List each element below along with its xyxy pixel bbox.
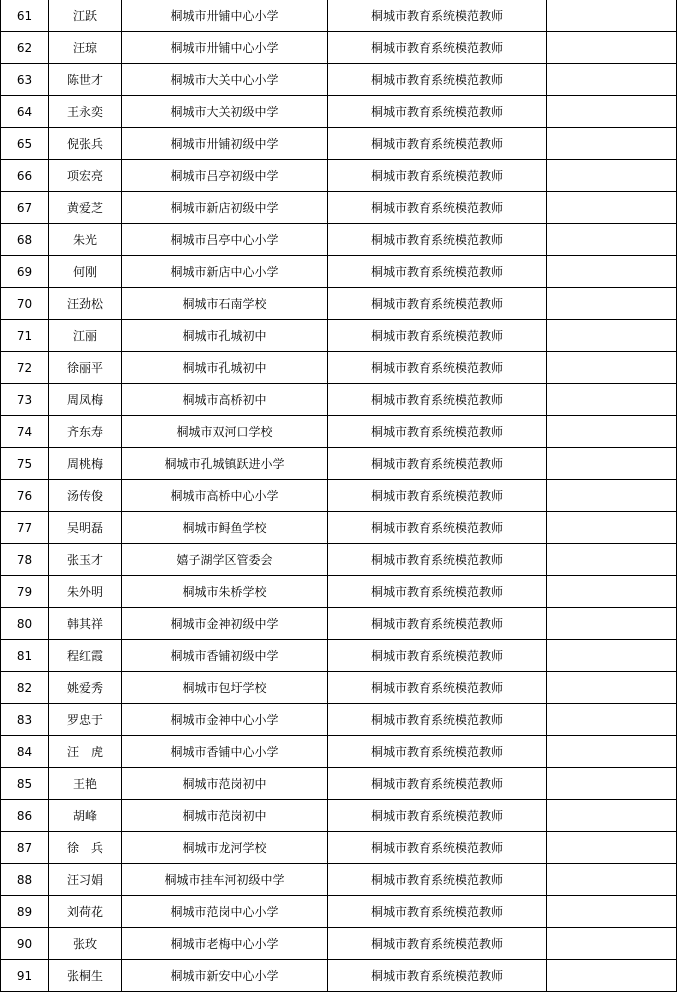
teacher-name-cell: 韩其祥 — [49, 608, 122, 640]
remark-cell — [547, 0, 677, 32]
school-name-cell: 桐城市包圩学校 — [122, 672, 328, 704]
table-row — [1, 288, 677, 320]
row-number-cell: 73 — [1, 384, 49, 416]
teacher-name-cell: 陈世才 — [49, 64, 122, 96]
honor-title-cell: 桐城市教育系统模范教师 — [328, 480, 547, 512]
table-row — [1, 352, 677, 384]
remark-cell — [547, 32, 677, 64]
row-number-cell: 87 — [1, 832, 49, 864]
row-number-cell: 91 — [1, 960, 49, 992]
school-name-cell: 桐城市挂车河初级中学 — [122, 864, 328, 896]
honor-title-cell: 桐城市教育系统模范教师 — [328, 352, 547, 384]
remark-cell — [547, 64, 677, 96]
teacher-name-cell: 胡峰 — [49, 800, 122, 832]
row-number-cell: 81 — [1, 640, 49, 672]
teacher-name-cell: 姚爱秀 — [49, 672, 122, 704]
honor-title-cell: 桐城市教育系统模范教师 — [328, 384, 547, 416]
table-row — [1, 832, 677, 864]
teacher-name-cell: 汪 虎 — [49, 736, 122, 768]
row-number-cell: 72 — [1, 352, 49, 384]
school-name-cell: 桐城市大关初级中学 — [122, 96, 328, 128]
remark-cell — [547, 800, 677, 832]
honor-title-cell: 桐城市教育系统模范教师 — [328, 224, 547, 256]
row-number-cell: 63 — [1, 64, 49, 96]
remark-cell — [547, 160, 677, 192]
school-name-cell: 桐城市孔城初中 — [122, 320, 328, 352]
school-name-cell: 桐城市卅铺中心小学 — [122, 0, 328, 32]
table-row — [1, 928, 677, 960]
row-number-cell: 66 — [1, 160, 49, 192]
row-number-cell: 65 — [1, 128, 49, 160]
honor-title-cell: 桐城市教育系统模范教师 — [328, 928, 547, 960]
remark-cell — [547, 608, 677, 640]
honor-title-cell: 桐城市教育系统模范教师 — [328, 800, 547, 832]
teacher-name-cell: 王永奕 — [49, 96, 122, 128]
honor-title-cell: 桐城市教育系统模范教师 — [328, 864, 547, 896]
row-number-cell: 64 — [1, 96, 49, 128]
honor-title-cell: 桐城市教育系统模范教师 — [328, 640, 547, 672]
school-name-cell: 桐城市卅铺中心小学 — [122, 32, 328, 64]
honor-title-cell: 桐城市教育系统模范教师 — [328, 512, 547, 544]
remark-cell — [547, 416, 677, 448]
row-number-cell: 68 — [1, 224, 49, 256]
table-row — [1, 32, 677, 64]
table-row — [1, 480, 677, 512]
honor-title-cell: 桐城市教育系统模范教师 — [328, 736, 547, 768]
honor-title-cell: 桐城市教育系统模范教师 — [328, 832, 547, 864]
school-name-cell: 桐城市香铺初级中学 — [122, 640, 328, 672]
table-row — [1, 160, 677, 192]
remark-cell — [547, 512, 677, 544]
remark-cell — [547, 192, 677, 224]
table-row — [1, 672, 677, 704]
honor-title-cell: 桐城市教育系统模范教师 — [328, 0, 547, 32]
row-number-cell: 80 — [1, 608, 49, 640]
school-name-cell: 桐城市石南学校 — [122, 288, 328, 320]
remark-cell — [547, 768, 677, 800]
school-name-cell: 桐城市孔城镇跃进小学 — [122, 448, 328, 480]
honor-title-cell: 桐城市教育系统模范教师 — [328, 288, 547, 320]
school-name-cell: 桐城市金神初级中学 — [122, 608, 328, 640]
honor-title-cell: 桐城市教育系统模范教师 — [328, 160, 547, 192]
school-name-cell: 桐城市龙河学校 — [122, 832, 328, 864]
row-number-cell: 85 — [1, 768, 49, 800]
row-number-cell: 82 — [1, 672, 49, 704]
table-row — [1, 640, 677, 672]
honor-title-cell: 桐城市教育系统模范教师 — [328, 896, 547, 928]
row-number-cell: 88 — [1, 864, 49, 896]
table-row — [1, 96, 677, 128]
row-number-cell: 75 — [1, 448, 49, 480]
school-name-cell: 桐城市高桥初中 — [122, 384, 328, 416]
remark-cell — [547, 736, 677, 768]
row-number-cell: 77 — [1, 512, 49, 544]
teacher-name-cell: 徐丽平 — [49, 352, 122, 384]
school-name-cell: 桐城市鲟鱼学校 — [122, 512, 328, 544]
teacher-name-cell: 倪张兵 — [49, 128, 122, 160]
table-row — [1, 960, 677, 992]
row-number-cell: 79 — [1, 576, 49, 608]
teacher-name-cell: 江丽 — [49, 320, 122, 352]
school-name-cell: 桐城市老梅中心小学 — [122, 928, 328, 960]
honor-title-cell: 桐城市教育系统模范教师 — [328, 704, 547, 736]
remark-cell — [547, 448, 677, 480]
honor-title-cell: 桐城市教育系统模范教师 — [328, 96, 547, 128]
teacher-name-cell: 何刚 — [49, 256, 122, 288]
school-name-cell: 桐城市新店初级中学 — [122, 192, 328, 224]
school-name-cell: 桐城市卅铺初级中学 — [122, 128, 328, 160]
table-row — [1, 256, 677, 288]
table-row — [1, 448, 677, 480]
row-number-cell: 70 — [1, 288, 49, 320]
table-row — [1, 64, 677, 96]
table-row — [1, 608, 677, 640]
school-name-cell: 桐城市范岗初中 — [122, 800, 328, 832]
honor-title-cell: 桐城市教育系统模范教师 — [328, 256, 547, 288]
table-row — [1, 800, 677, 832]
table-row — [1, 576, 677, 608]
row-number-cell: 86 — [1, 800, 49, 832]
row-number-cell: 89 — [1, 896, 49, 928]
table-row — [1, 544, 677, 576]
teacher-name-cell: 张玫 — [49, 928, 122, 960]
teacher-name-cell: 王艳 — [49, 768, 122, 800]
honor-title-cell: 桐城市教育系统模范教师 — [328, 192, 547, 224]
remark-cell — [547, 128, 677, 160]
row-number-cell: 83 — [1, 704, 49, 736]
honor-title-cell: 桐城市教育系统模范教师 — [328, 128, 547, 160]
school-name-cell: 嬉子湖学区管委会 — [122, 544, 328, 576]
school-name-cell: 桐城市朱桥学校 — [122, 576, 328, 608]
table-row — [1, 768, 677, 800]
table-row — [1, 128, 677, 160]
honor-title-cell: 桐城市教育系统模范教师 — [328, 448, 547, 480]
table-row — [1, 224, 677, 256]
honor-title-cell: 桐城市教育系统模范教师 — [328, 672, 547, 704]
honor-title-cell: 桐城市教育系统模范教师 — [328, 32, 547, 64]
row-number-cell: 62 — [1, 32, 49, 64]
remark-cell — [547, 352, 677, 384]
teacher-name-cell: 吴明磊 — [49, 512, 122, 544]
table-row — [1, 896, 677, 928]
school-name-cell: 桐城市高桥中心小学 — [122, 480, 328, 512]
row-number-cell: 71 — [1, 320, 49, 352]
school-name-cell: 桐城市双河口学校 — [122, 416, 328, 448]
teacher-name-cell: 徐 兵 — [49, 832, 122, 864]
school-name-cell: 桐城市香铺中心小学 — [122, 736, 328, 768]
school-name-cell: 桐城市范岗初中 — [122, 768, 328, 800]
teacher-name-cell: 江跃 — [49, 0, 122, 32]
remark-cell — [547, 544, 677, 576]
honor-title-cell: 桐城市教育系统模范教师 — [328, 960, 547, 992]
table-row — [1, 320, 677, 352]
row-number-cell: 74 — [1, 416, 49, 448]
row-number-cell: 78 — [1, 544, 49, 576]
remark-cell — [547, 896, 677, 928]
teacher-name-cell: 周桃梅 — [49, 448, 122, 480]
table-row — [1, 416, 677, 448]
teacher-name-cell: 张玉才 — [49, 544, 122, 576]
remark-cell — [547, 256, 677, 288]
teacher-name-cell: 项宏亮 — [49, 160, 122, 192]
remark-cell — [547, 576, 677, 608]
table-row — [1, 512, 677, 544]
school-name-cell: 桐城市新安中心小学 — [122, 960, 328, 992]
teacher-name-cell: 汤传俊 — [49, 480, 122, 512]
row-number-cell: 69 — [1, 256, 49, 288]
row-number-cell: 90 — [1, 928, 49, 960]
table-row — [1, 736, 677, 768]
teacher-name-cell: 齐东寿 — [49, 416, 122, 448]
row-number-cell: 61 — [1, 0, 49, 32]
remark-cell — [547, 704, 677, 736]
teacher-name-cell: 程红霞 — [49, 640, 122, 672]
table-body — [1, 0, 677, 992]
teacher-name-cell: 朱外明 — [49, 576, 122, 608]
remark-cell — [547, 224, 677, 256]
remark-cell — [547, 672, 677, 704]
remark-cell — [547, 640, 677, 672]
table-row — [1, 384, 677, 416]
row-number-cell: 76 — [1, 480, 49, 512]
remark-cell — [547, 288, 677, 320]
remark-cell — [547, 864, 677, 896]
honor-title-cell: 桐城市教育系统模范教师 — [328, 416, 547, 448]
row-number-cell: 67 — [1, 192, 49, 224]
school-name-cell: 桐城市吕亭初级中学 — [122, 160, 328, 192]
remark-cell — [547, 96, 677, 128]
remark-cell — [547, 384, 677, 416]
teacher-name-cell: 刘荷花 — [49, 896, 122, 928]
honor-title-cell: 桐城市教育系统模范教师 — [328, 768, 547, 800]
teacher-name-cell: 黄爱芝 — [49, 192, 122, 224]
honor-title-cell: 桐城市教育系统模范教师 — [328, 608, 547, 640]
remark-cell — [547, 320, 677, 352]
remark-cell — [547, 480, 677, 512]
school-name-cell: 桐城市吕亭中心小学 — [122, 224, 328, 256]
table-row — [1, 0, 677, 32]
school-name-cell: 桐城市孔城初中 — [122, 352, 328, 384]
school-name-cell: 桐城市范岗中心小学 — [122, 896, 328, 928]
remark-cell — [547, 960, 677, 992]
teacher-name-cell: 罗忠于 — [49, 704, 122, 736]
row-number-cell: 84 — [1, 736, 49, 768]
teacher-name-cell: 张桐生 — [49, 960, 122, 992]
school-name-cell: 桐城市新店中心小学 — [122, 256, 328, 288]
teacher-name-cell: 周凤梅 — [49, 384, 122, 416]
school-name-cell: 桐城市金神中心小学 — [122, 704, 328, 736]
table-row — [1, 192, 677, 224]
teacher-name-cell: 朱光 — [49, 224, 122, 256]
school-name-cell: 桐城市大关中心小学 — [122, 64, 328, 96]
table-row — [1, 864, 677, 896]
table-row — [1, 704, 677, 736]
remark-cell — [547, 832, 677, 864]
honor-title-cell: 桐城市教育系统模范教师 — [328, 320, 547, 352]
honor-title-cell: 桐城市教育系统模范教师 — [328, 64, 547, 96]
honor-title-cell: 桐城市教育系统模范教师 — [328, 576, 547, 608]
teacher-name-cell: 汪琼 — [49, 32, 122, 64]
teacher-name-cell: 汪劲松 — [49, 288, 122, 320]
honor-title-cell: 桐城市教育系统模范教师 — [328, 544, 547, 576]
remark-cell — [547, 928, 677, 960]
teacher-name-cell: 汪习娟 — [49, 864, 122, 896]
